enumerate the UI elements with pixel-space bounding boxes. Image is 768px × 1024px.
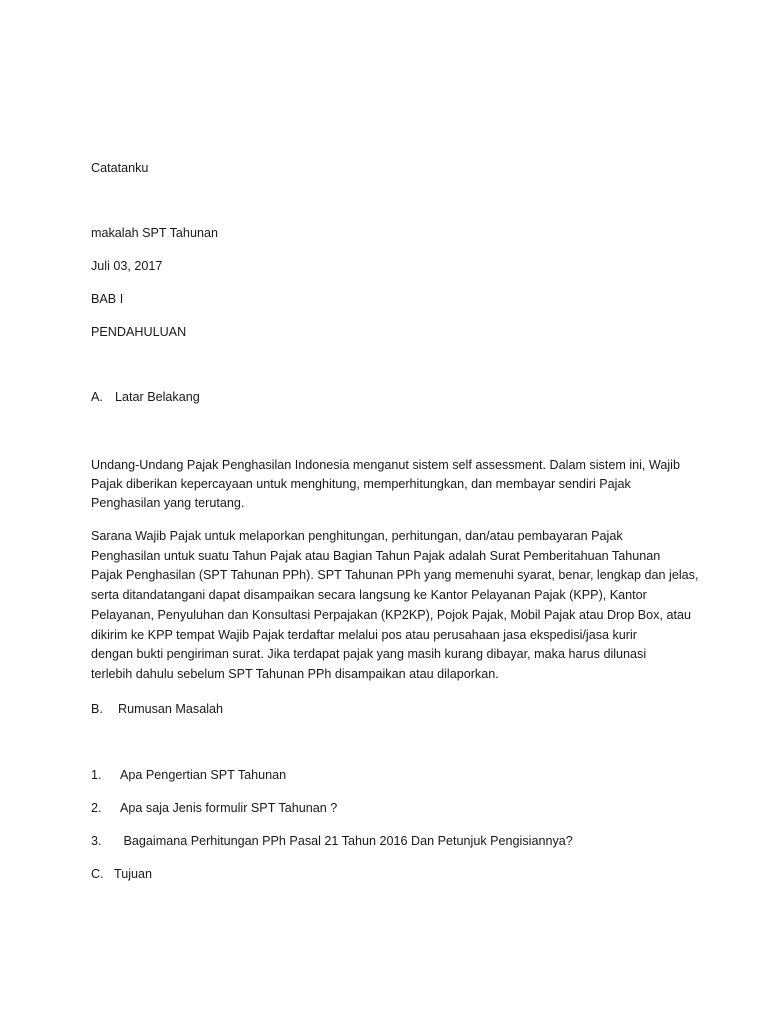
list-item-number: 1.	[91, 768, 102, 782]
section-a-title: Latar Belakang	[115, 390, 200, 404]
paragraph-line: terlebih dahulu sebelum SPT Tahunan PPh disampaikan atau dilaporkan.	[91, 666, 499, 681]
chapter-number: BAB I	[91, 292, 124, 306]
section-c-marker: C.	[91, 867, 104, 881]
paragraph-line: Sarana Wajib Pajak untuk melaporkan penghitungan, perhitungan, dan/atau pembayaran Pajak	[91, 529, 623, 543]
list-item-text: Bagaimana Perhitungan PPh Pasal 21 Tahun 2016 Dan Petunjuk Pengisiannya?	[120, 834, 573, 848]
section-c-title: Tujuan	[114, 867, 153, 881]
post-date: Juli 03, 2017	[91, 259, 163, 273]
paragraph-line: Penghasilan untuk suatu Tahun Pajak atau Bagian Tahun Pajak adalah Surat Pemberitahuan Tahunan	[91, 548, 661, 563]
site-name: Catatanku	[91, 161, 149, 175]
paragraph-line: serta ditandatangani dapat disampaikan secara langsung ke Kantor Pelayanan Pajak (KPP), Kantor	[91, 588, 647, 603]
section-a-marker: A.	[91, 390, 103, 404]
section-b-title: Rumusan Masalah	[118, 702, 223, 716]
list-item	[91, 834, 573, 849]
chapter-title: PENDAHULUAN	[91, 325, 187, 339]
paragraph-line: Penghasilan yang terutang.	[91, 496, 245, 510]
list-item	[91, 768, 286, 783]
paragraph-line: Pelayanan, Penyuluhan dan Konsultasi Perpajakan (KP2KP), Pojok Pajak, Mobil Pajak atau Drop Box, atau	[91, 607, 691, 622]
list-item-number: 3.	[91, 834, 102, 848]
paragraph-line: dengan bukti pengiriman surat. Jika terdapat pajak yang masih kurang dibayar, maka harus dilunasi	[91, 647, 647, 662]
section-c-heading	[91, 867, 152, 882]
paragraph-line: Pajak Penghasilan (SPT Tahunan PPh). SPT Tahunan PPh yang memenuhi syarat, benar, lengkap dan jelas,	[91, 568, 699, 583]
post-title: makalah SPT Tahunan	[91, 226, 218, 240]
section-a-paragraph-2	[91, 527, 699, 685]
list-item-text: Apa saja Jenis formulir SPT Tahunan ?	[120, 801, 338, 815]
list-item-text: Apa Pengertian SPT Tahunan	[120, 768, 287, 782]
section-a-heading	[91, 390, 200, 405]
paragraph-line: dikirim ke KPP tempat Wajib Pajak terdaftar melalui pos atau perusahaan jasa ekspedisi/jasa kurir	[91, 627, 637, 642]
list-item	[91, 801, 337, 816]
list-item-number: 2.	[91, 801, 102, 815]
paragraph-line: Pajak diberikan kepercayaan untuk menghitung, memperhitungkan, dan membayar sendiri Pajak	[91, 477, 631, 491]
section-b-marker: B.	[91, 702, 103, 716]
section-b-heading	[91, 702, 223, 717]
section-a-paragraph-1	[91, 456, 691, 513]
paragraph-line: Undang-Undang Pajak Penghasilan Indonesia menganut sistem self assessment. Dalam sistem ini, Wajib	[91, 458, 680, 472]
